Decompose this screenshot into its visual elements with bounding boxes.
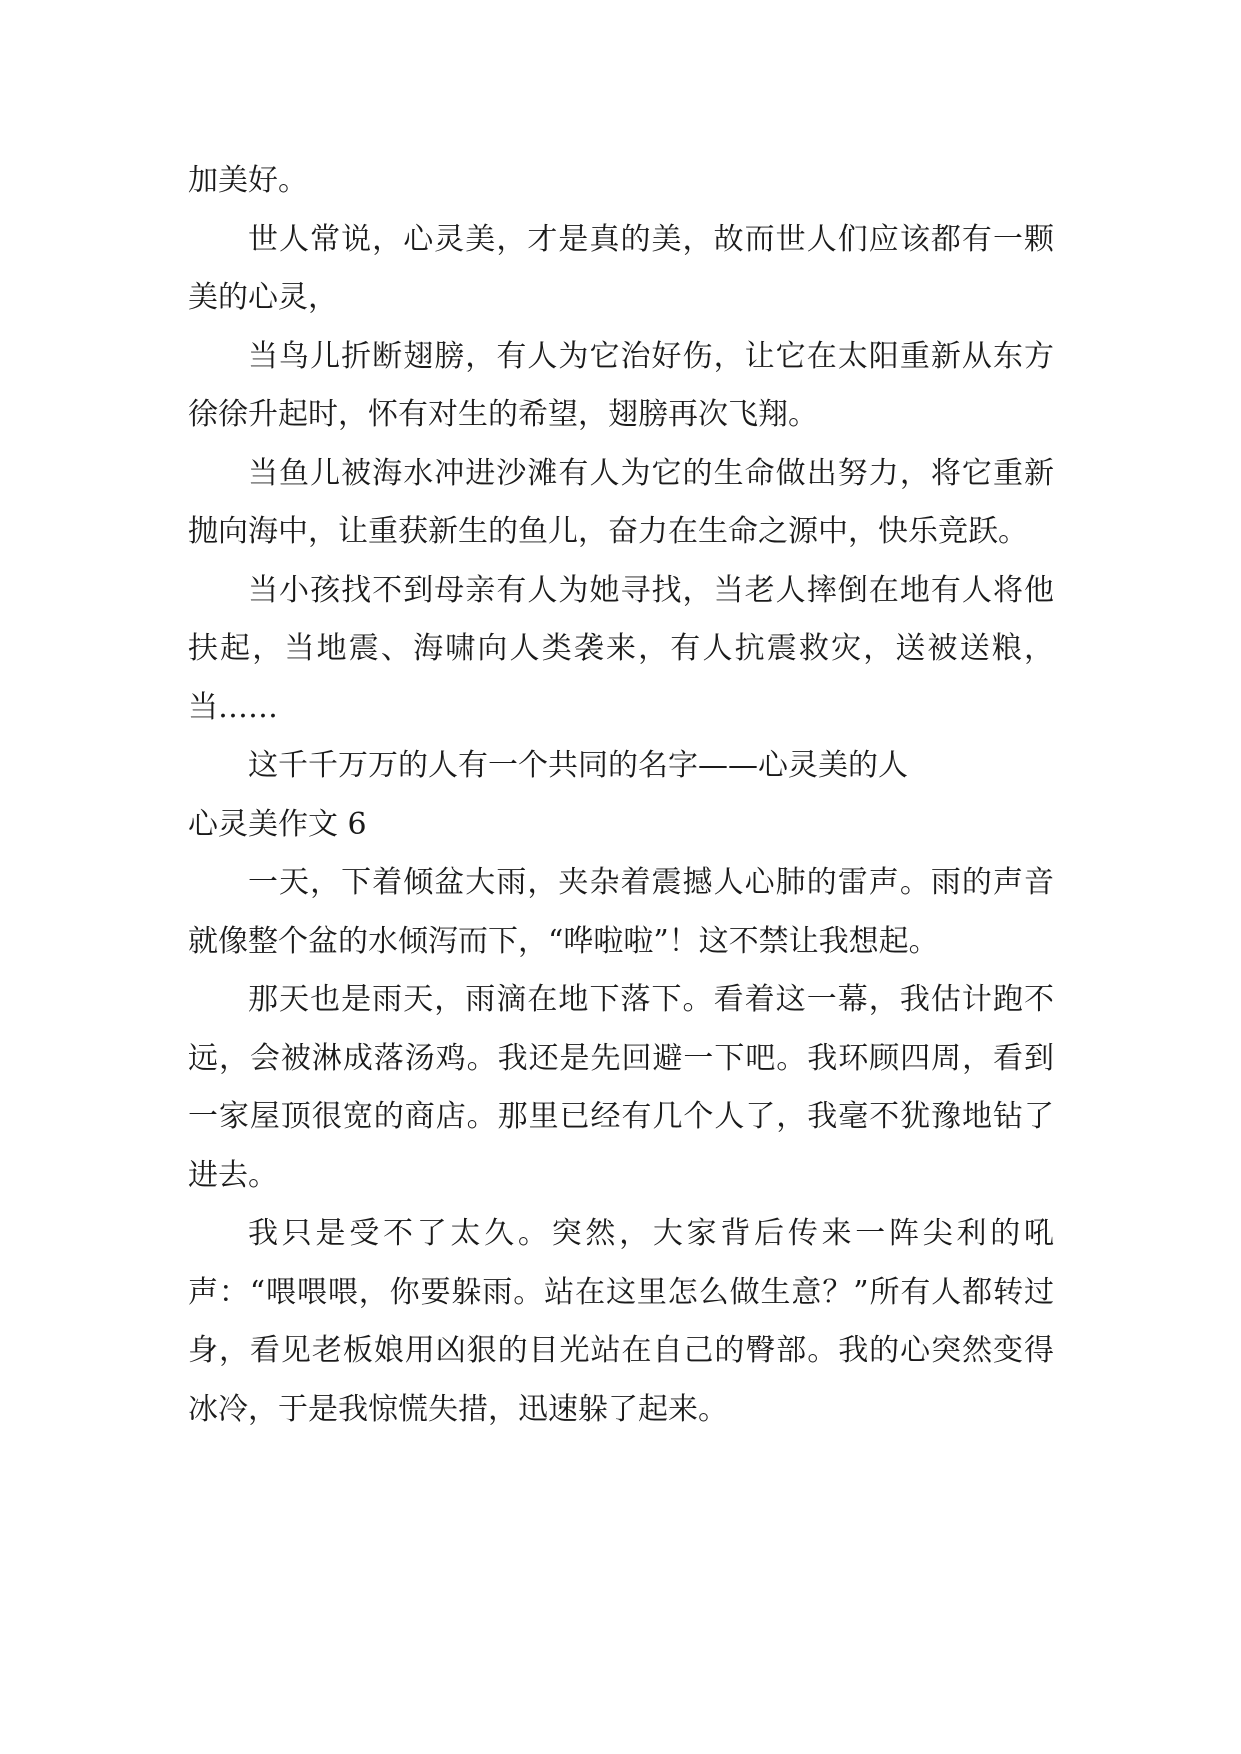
paragraph-1: 加美好。 bbox=[188, 163, 308, 198]
paragraph-6: 这千千万万的人有一个共同的名字——心灵美的人 bbox=[248, 748, 908, 783]
paragraph-5: 当小孩找不到母亲有人为她寻找，当老人摔倒在地有人将他扶起，当地震、海啸向人类袭来，有人抗震救灾，送被送粮，当…… bbox=[188, 572, 1054, 725]
paragraph-9: 我只是受不了太久。突然，大家背后传来一阵尖利的吼声：“喂喂喂，你要躲雨。站在这里怎么做生意？”所有人都转过身，看见老板娘用凶狠的目光站在自己的臀部。我的心突然变得冰冷，于是我惊慌失措，迅速躲了起来。 bbox=[188, 1216, 1054, 1427]
paragraph-4: 当鱼儿被海水冲进沙滩有人为它的生命做出努力，将它重新抛向海中，让重获新生的鱼儿，奋力在生命之源中，快乐竞跃。 bbox=[188, 455, 1054, 549]
section-heading: 心灵美作文 6 bbox=[188, 806, 367, 842]
paragraph-7: 一天，下着倾盆大雨，夹杂着震撼人心肺的雷声。雨的声音就像整个盆的水倾泻而下，“哗啦啦”！这不禁让我想起。 bbox=[188, 865, 1054, 959]
paragraph-2: 世人常说，心灵美，才是真的美，故而世人们应该都有一颗美的心灵， bbox=[188, 221, 1054, 315]
paragraph-8: 那天也是雨天，雨滴在地下落下。看着这一幕，我估计跑不远，会被淋成落汤鸡。我还是先回避一下吧。我环顾四周，看到一家屋顶很宽的商店。那里已经有几个人了，我毫不犹豫地钻了进去。 bbox=[188, 982, 1054, 1193]
paragraph-3: 当鸟儿折断翅膀，有人为它治好伤，让它在太阳重新从东方徐徐升起时，怀有对生的希望，翅膀再次飞翔。 bbox=[188, 338, 1054, 432]
article-body bbox=[188, 152, 1054, 1439]
